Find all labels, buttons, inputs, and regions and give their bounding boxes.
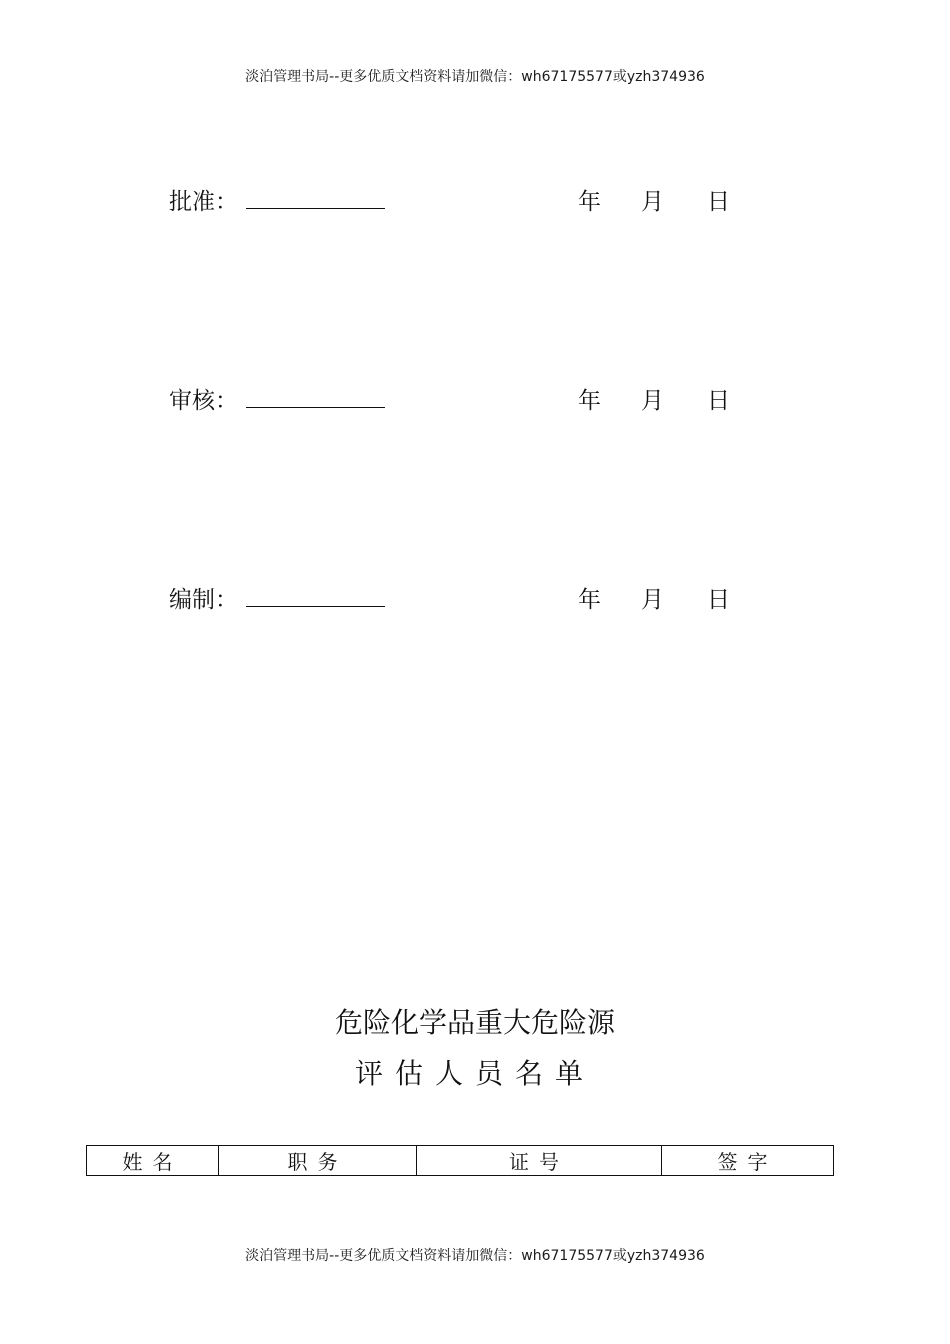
footer-note: 淡泊管理书局--更多优质文档资料请加微信：wh67175577或yzh374936 (245, 1248, 705, 1264)
review-year-label: 年 (578, 388, 601, 414)
compile-year-label: 年 (578, 587, 601, 613)
column-header-certificate: 证号 (417, 1146, 662, 1176)
compile-row (169, 581, 769, 617)
column-header-name: 姓名 (87, 1146, 219, 1176)
column-header-position: 职务 (219, 1146, 417, 1176)
review-day-label: 日 (707, 388, 730, 414)
header-note: 淡泊管理书局--更多优质文档资料请加微信：wh67175577或yzh374936 (245, 69, 705, 85)
approve-row (169, 183, 769, 219)
column-header-signature: 签字 (662, 1146, 834, 1176)
staff-table (86, 1145, 834, 1176)
compile-label: 编制： (169, 587, 238, 613)
document-subtitle: 评估人员名单 (354, 1057, 595, 1090)
review-month-label: 月 (641, 388, 664, 414)
table-header-row (87, 1146, 834, 1176)
approve-day-label: 日 (707, 189, 730, 215)
approve-year-label: 年 (578, 189, 601, 215)
compile-day-label: 日 (707, 587, 730, 613)
approve-label: 批准： (169, 189, 238, 215)
compile-month-label: 月 (641, 587, 664, 613)
compile-signature-line (246, 606, 385, 607)
document-title: 危险化学品重大危险源 (334, 1006, 615, 1039)
review-signature-line (246, 407, 385, 408)
review-label: 审核： (169, 388, 238, 414)
approve-signature-line (246, 208, 385, 209)
approve-month-label: 月 (641, 189, 664, 215)
review-row (169, 382, 769, 418)
